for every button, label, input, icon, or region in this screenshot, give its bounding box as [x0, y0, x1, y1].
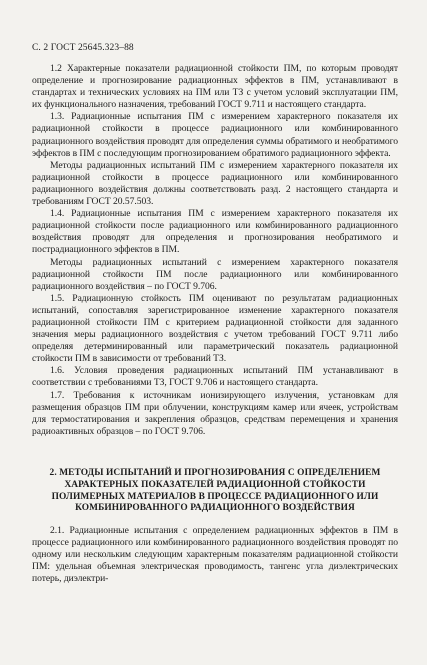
paragraph-1-2: 1.2 Характерные показатели радиационной стойкости ПМ, по которым проводят определение и прогнозирование радиационных эффектов в ПМ, устанавливают в стандартах и технических условиях на ПМ или ТЗ с учетом условий эксплуатации ПМ, их функционального назначения, требований ГОСТ 9.711 и настоящего стандарта.: [32, 63, 398, 111]
section-2-heading: 2. МЕТОДЫ ИСПЫТАНИЙ И ПРОГНОЗИРОВАНИЯ С ОПРЕДЕЛЕНИЕМ ХАРАКТЕРНЫХ ПОКАЗАТЕЛЕЙ РАДИАЦИОННОЙ СТОЙКОСТИ ПОЛИМЕРНЫХ МАТЕРИАЛОВ В ПРОЦЕССЕ РАДИАЦИОННОГО ИЛИ КОМБИНИРОВАННОГО РАДИАЦИОННОГО ВОЗДЕЙСТВИЯ: [49, 467, 381, 514]
document-body: [32, 63, 398, 586]
paragraph-1-4: 1.4. Радиационные испытания ПМ с измерением характерного показателя их радиационной стойкости после радиационного или комбинированного радиационного воздействия проводят для определения и прогнозирования необратимого и пострадиационного эффектов в ПМ.: [32, 208, 398, 256]
paragraph-1-6: 1.6. Условия проведения радиационных испытаний ПМ устанавливают в соответствии с требованиями ТЗ, ГОСТ 9.706 и настоящего стандарта.: [32, 365, 398, 389]
paragraph-2-1: 2.1. Радиационные испытания с определением радиационных эффектов в ПМ в процессе радиационного или комбинированного радиационного воздействия проводят по одному или нескольким следующим характерным показателям радиационной стойкости ПМ: удельная объемная электрическая проводимость, тангенс угла диэлектрических потерь, диэлектри-: [32, 525, 398, 585]
paragraph-1-3: 1.3. Радиационные испытания ПМ с измерением характерного показателя их радиационной стойкости в процессе радиационного или комбинированного радиационного воздействия проводят для определения суммы обратимого и необратимого эффектов в ПМ с последующим прогнозированием обратимого радиационного эффекта.: [32, 111, 398, 159]
page-header: С. 2 ГОСТ 25645.323–88: [32, 43, 134, 53]
paragraph-1-3-methods: Методы радиационных испытаний ПМ с измерением характерного показателя их радиационной стойкости в процессе радиационного или комбинированного радиационного воздействия должны соответствовать разд. 2 настоящего стандарта и требованиям ГОСТ 20.57.503.: [32, 159, 398, 208]
paragraph-1-5: 1.5. Радиационную стойкость ПМ оценивают по результатам радиационных испытаний, сопоставляя зарегистрированное изменение характерного показателя радиационной стойкости ПМ с критерием радиационной стойкости для заданного значения меры радиационного воздействия с учетом требований ГОСТ 9.711 либо определяя детерминированный или параметрический показатель радиационной стойкости ПМ в зависимости от требований ТЗ.: [32, 292, 398, 365]
paragraph-1-4-methods: Методы радиационных испытаний с измерением характерного показателя радиационной стойкости ПМ после радиационного или комбинированного радиационного воздействия – по ГОСТ 9.706.: [32, 256, 398, 292]
paragraph-1-7: 1.7. Требования к источникам ионизирующего излучения, установкам для размещения образцов ПМ при облучении, конструкциям камер или ячеек, устройствам для термостатирования и закрепления образцов, средствам перемещения и хранения радиоактивных образцов – по ГОСТ 9.706.: [32, 389, 398, 437]
